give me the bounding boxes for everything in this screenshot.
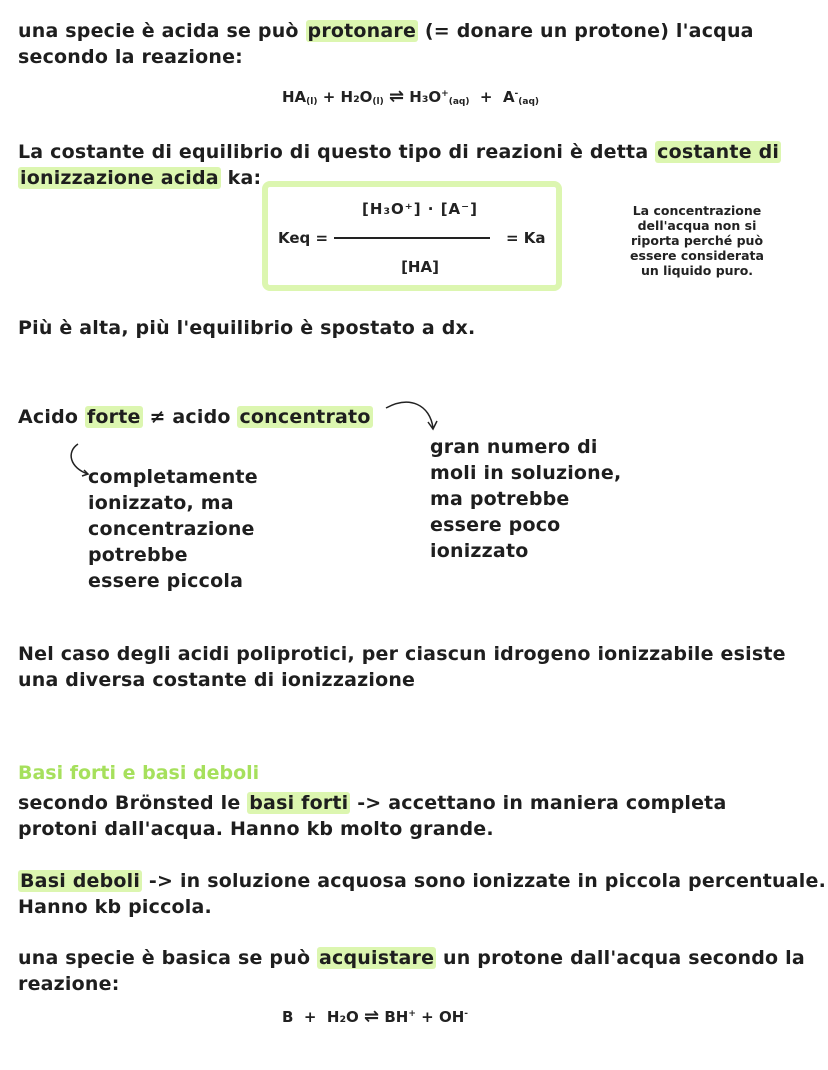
text: secondo la reazione:: [18, 46, 243, 68]
reactant-water: H₂O: [326, 1008, 359, 1026]
paragraph-base-definition: una specie è basica se può acquistare un protone dall'acqua secondo la reazione:: [18, 947, 805, 995]
highlight-forte: forte: [86, 406, 141, 428]
text: (= donare un protone) l'acqua: [418, 20, 754, 42]
keq-denominator: [HA]: [401, 258, 439, 276]
text: una specie è acida se può: [18, 20, 306, 42]
highlight-costante: costante di: [657, 141, 780, 163]
arrow-left: [71, 444, 88, 474]
keq-numerator: [H₃O⁺] · [A⁻]: [362, 200, 478, 218]
reactant-base: B: [282, 1008, 294, 1026]
paragraph-weak-bases: Basi deboli -> in soluzione acquosa sono ionizzate in piccola percentuale. Hanno kb piccola.: [18, 870, 827, 918]
highlight-concentrato: concentrato: [239, 406, 371, 428]
highlight-protonare: protonare: [307, 20, 417, 42]
reactant-ha: HA: [282, 88, 307, 106]
paragraph-strong-bases: secondo Brönsted le basi forti -> accettano in maniera completa protoni dall'acqua. Hanno kb molto grande.: [18, 792, 727, 840]
reactant-water: H₂O: [340, 88, 373, 106]
keq-label: Keq =: [278, 229, 329, 247]
base-reaction: B + H₂O ⇌ BH+ + OH-: [282, 1006, 469, 1027]
product-anion: A: [502, 88, 515, 106]
equilibrium-arrow: ⇌: [364, 1006, 380, 1027]
note-strong-acid: completamente ionizzato, ma concentrazione potrebbe essere piccola: [88, 466, 258, 592]
product-hydronium: H₃O: [409, 88, 442, 106]
highlight-basi-deboli: Basi deboli: [20, 870, 141, 892]
paragraph-polyprotic: Nel caso degli acidi poliprotici, per ciascun idrogeno ionizzabile esiste una diversa costante di ionizzazione: [18, 643, 786, 691]
strong-vs-concentrated: Acido forte ≠ acido concentrato: [18, 406, 371, 428]
product-hydroxide: OH: [438, 1008, 465, 1026]
highlight-basi-forti: basi forti: [249, 792, 349, 814]
section-title-bases: Basi forti e basi deboli: [18, 762, 260, 784]
paragraph-equilibrium: Più è alta, più l'equilibrio è spostato a dx.: [18, 317, 476, 339]
equilibrium-arrow: ⇌: [388, 86, 405, 107]
arrow-right: [386, 402, 433, 428]
side-note: La concentrazione dell'acqua non si riporta perché può essere considerata un liquido puro.: [630, 203, 764, 278]
highlight-ionizzazione-acida: ionizzazione acida: [20, 167, 219, 189]
paragraph-ka: La costante di equilibrio di questo tipo di reazioni è detta costante di ionizzazione acida ka:: [18, 141, 780, 189]
keq-ka: = Ka: [506, 229, 546, 247]
highlight-acquistare: acquistare: [319, 947, 435, 969]
acid-reaction: $HA_{(l)} + H_2O_{(l)}$ ⇌ $H_3O^+_{(aq)} + A^-_{(aq)}$: [282, 86, 540, 107]
product-bh: BH: [384, 1008, 409, 1026]
note-concentrated-acid: gran numero di moli in soluzione, ma potrebbe essere poco ionizzato: [430, 436, 622, 562]
